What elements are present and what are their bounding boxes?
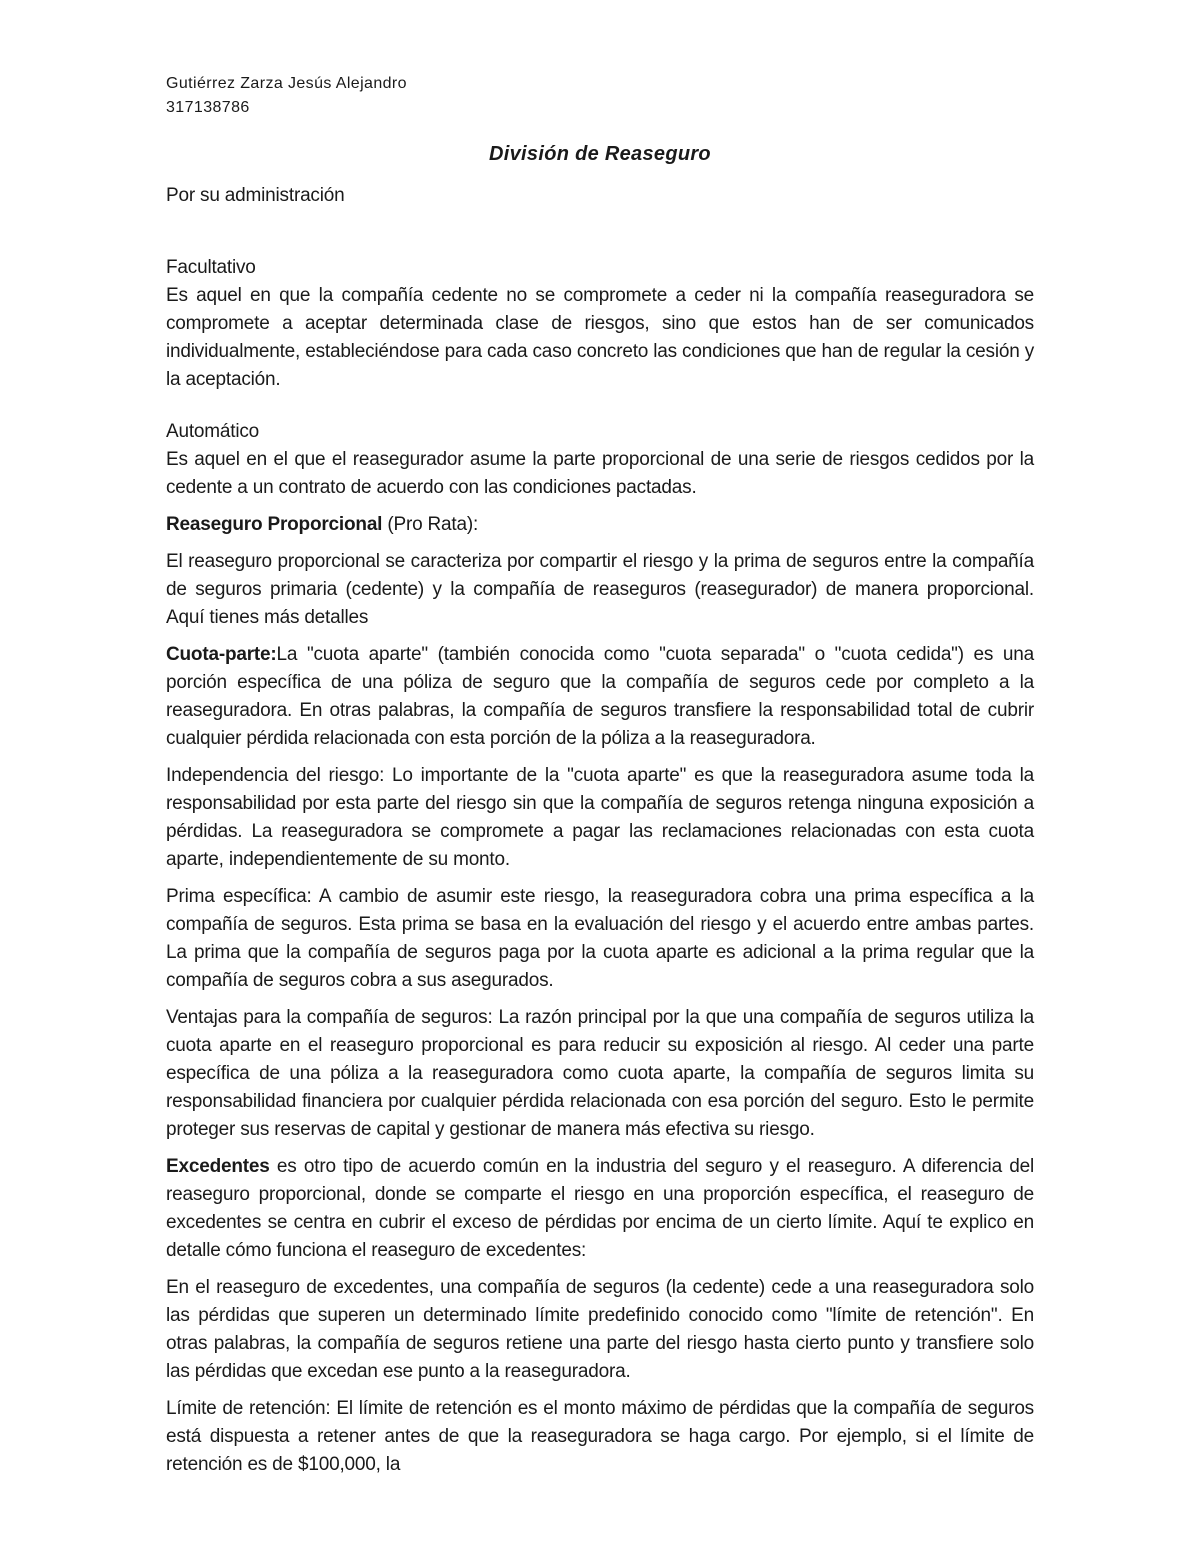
facultativo-heading: Facultativo	[166, 257, 256, 278]
cuota-parte-label: Cuota-parte:	[166, 644, 277, 665]
author-name: Gutiérrez Zarza Jesús Alejandro	[166, 75, 407, 92]
cuota-parte-text: La "cuota aparte" (también conocida como "cuota separada" o "cuota cedida") es una porción específica de una póliza de seguro que la compañía de seguros cede por completo a la reaseguradora. En otras palabras, la compañía de seguros transfiere la responsabilidad total de cubrir cualquier pérdida relacionada con esta porción de la póliza a la reaseguradora.	[166, 644, 1034, 749]
proporcional-heading	[166, 511, 1034, 539]
proporcional-heading-rest: (Pro Rata):	[382, 514, 479, 535]
automatico-paragraph: Es aquel en el que el reasegurador asume la parte proporcional de una serie de riesgos cedidos por la cedente a un contrato de acuerdo con las condiciones pactadas.	[166, 449, 1034, 498]
independencia-paragraph: Independencia del riesgo: Lo importante de la "cuota aparte" es que la reaseguradora asume toda la responsabilidad por esta parte del riesgo sin que la compañía de seguros retenga ninguna exposición a pérdidas. La reaseguradora se compromete a pagar las reclamaciones relacionadas con esta cuota aparte, independientemente de su monto.	[166, 765, 1034, 870]
limite-retencion-paragraph: Límite de retención: El límite de retención es el monto máximo de pérdidas que la compañía de seguros está dispuesta a retener antes de que la reaseguradora se haga cargo. Por ejemplo, si el límite de retención es de $100,000, la	[166, 1398, 1034, 1475]
proporcional-heading-bold: Reaseguro Proporcional	[166, 514, 383, 535]
excedentes-text: es otro tipo de acuerdo común en la industria del seguro y el reaseguro. A diferencia del reaseguro proporcional, donde se comparte el riesgo en una proporción específica, el reaseguro de excedentes se centra en cubrir el exceso de pérdidas por encima de un cierto límite. Aquí te explico en detalle cómo funciona el reaseguro de excedentes:	[166, 1156, 1034, 1261]
excedentes-detail-paragraph: En el reaseguro de excedentes, una compañía de seguros (la cedente) cede a una reaseguradora solo las pérdidas que superen un determinado límite predefinido conocido como "límite de retención". En otras palabras, la compañía de seguros retiene una parte del riesgo hasta cierto punto y transfiere solo las pérdidas que excedan ese punto a la reaseguradora.	[166, 1277, 1034, 1382]
excedentes-paragraph	[166, 1153, 1034, 1265]
classification-heading: Por su administración	[166, 185, 345, 206]
excedentes-label: Excedentes	[166, 1156, 270, 1177]
document-body	[166, 72, 1034, 1479]
prima-paragraph: Prima específica: A cambio de asumir este riesgo, la reaseguradora cobra una prima específica a la compañía de seguros. Esta prima se basa en la evaluación del riesgo y el acuerdo entre ambas partes. La prima que la compañía de seguros paga por la cuota aparte es adicional a la prima regular que la compañía de seguros cobra a sus asegurados.	[166, 886, 1034, 991]
cuota-parte-paragraph	[166, 641, 1034, 753]
document-title: División de Reaseguro	[489, 143, 711, 165]
proporcional-intro-paragraph: El reaseguro proporcional se caracteriza por compartir el riesgo y la prima de seguros entre la compañía de seguros primaria (cedente) y la compañía de reaseguros (reasegurador) de manera proporcional. Aquí tienes más detalles	[166, 551, 1034, 628]
student-id: 317138786	[166, 99, 250, 116]
facultativo-paragraph: Es aquel en que la compañía cedente no se compromete a ceder ni la compañía reaseguradora se compromete a aceptar determinada clase de riesgos, sino que estos han de ser comunicados individualmente, estableciéndose para cada caso concreto las condiciones que han de regular la cesión y la aceptación.	[166, 285, 1034, 390]
automatico-heading: Automático	[166, 421, 260, 442]
ventajas-paragraph: Ventajas para la compañía de seguros: La razón principal por la que una compañía de seguros utiliza la cuota aparte en el reaseguro proporcional es para reducir su exposición al riesgo. Al ceder una parte específica de una póliza a la reaseguradora como cuota aparte, la compañía de seguros limita su responsabilidad financiera por cualquier pérdida relacionada con esa porción del seguro. Esto le permite proteger sus reservas de capital y gestionar de manera más efectiva su riesgo.	[166, 1007, 1034, 1140]
